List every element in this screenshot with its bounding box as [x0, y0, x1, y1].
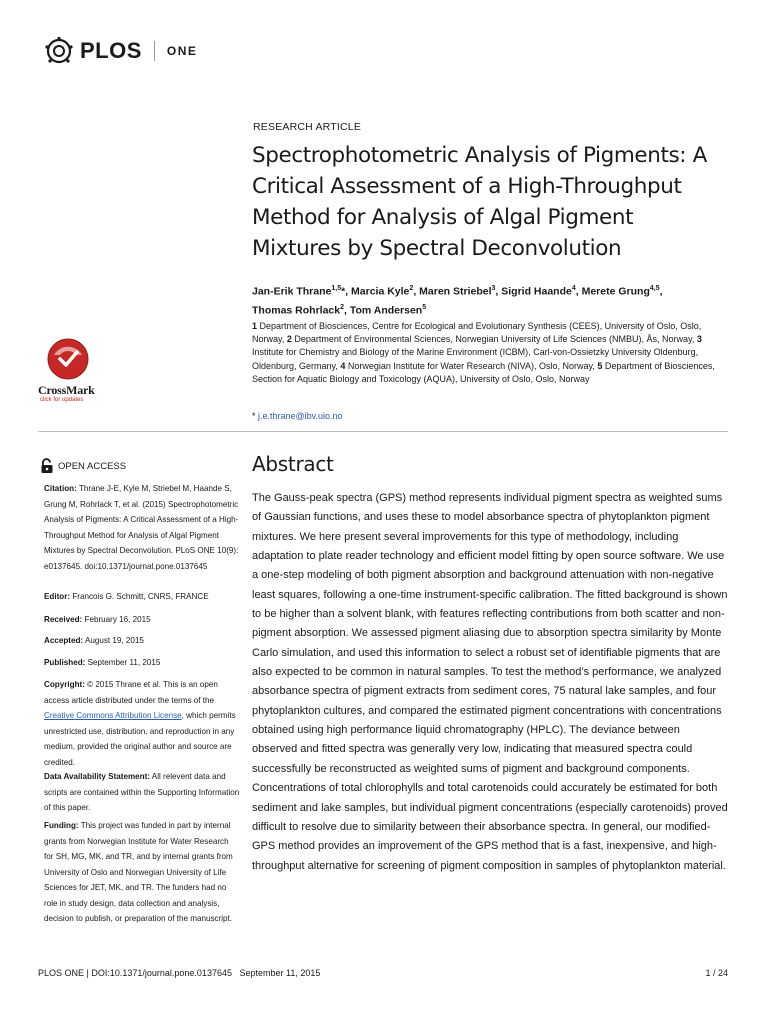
accepted-label: Accepted: — [44, 636, 84, 645]
affiliations — [252, 320, 722, 386]
email-prefix: * — [252, 411, 259, 421]
copyright-text-2: , which permits unrestricted use, distribution, and reproduction in any medium, provided the original author and source are credited. — [44, 711, 236, 767]
funding-text: This project was funded in part by internal grants from Norwegian Institute for Water Research for SH, MG, MK, and TR, and by internal grants from University of Oslo and Norwegian University of Life Sciences for JET, MK, and TR. The funders had no role in study design, data collection and analysis, decision to publish, or preparation of the manuscript. — [44, 821, 233, 923]
affil-text: Department of Environmental Sciences, Norwegian University of Life Sciences (NMBU), Ås, Norway, — [291, 334, 697, 345]
affil-text: Norwegian Institute for Water Research (NIVA), Oslo, Norway, — [345, 360, 598, 371]
header-divider — [38, 431, 728, 432]
data-text: All relevent data and scripts are contained within the Supporting Information of this paper. — [44, 772, 240, 812]
data-availability-block — [44, 769, 240, 816]
author-name[interactable]: , Tom Andersen — [344, 304, 423, 316]
author-name[interactable]: Jan-Erik Thrane — [252, 285, 332, 298]
affil-text: Institute for Chemistry and Biology of the Marine Environment (ICBM), Carl-von-Ossietzky University Oldenburg, Oldenburg, Germany, — [252, 347, 699, 371]
affil-num: 2 — [286, 334, 292, 345]
logo-divider — [154, 41, 155, 61]
crossmark-icon — [46, 337, 90, 381]
author-sep: , — [659, 285, 663, 298]
copyright-label: Copyright: — [44, 680, 85, 689]
author-list — [252, 281, 722, 318]
author-name[interactable]: , Maren Striebel — [413, 285, 492, 298]
data-label: Data Availability Statement: — [44, 772, 150, 781]
author-sup: 1,5 — [331, 285, 342, 292]
footer-citation: PLOS ONE | DOI:10.1371/journal.pone.0137645 September 11, 2015 — [38, 968, 321, 978]
affil-text: Department of Biosciences, Centre for Ecological and Evolutionary Synthesis (CEES), University of Oslo, Oslo, Norway, — [252, 321, 702, 345]
plos-logo-icon — [44, 36, 74, 66]
received-text: February 16, 2015 — [82, 615, 151, 624]
received-block — [44, 612, 240, 628]
logo-text: PLOS — [80, 38, 142, 63]
affil-num: 4 — [340, 360, 346, 371]
funding-block — [44, 818, 240, 927]
published-text: September 11, 2015 — [85, 658, 161, 667]
affil-num: 5 — [597, 360, 603, 371]
page-number: 1 / 24 — [705, 968, 728, 978]
citation-text: Thrane J-E, Kyle M, Striebel M, Haande S, Grung M, Rohrlack T, et al. (2015) Spectrophotometric Analysis of Pigments: A Critical Assessment of a High-Throughput Method for Analysis of Algal Pigment Mixtures by Spectral Deconvolution. PLoS ONE 10(9): e0137645. doi:10.1371/journal.pone.0137645 — [44, 484, 239, 571]
accepted-text: August 19, 2015 — [83, 636, 144, 645]
crossmark-badge[interactable] — [38, 337, 108, 403]
citation-block — [44, 481, 240, 574]
editor-block — [44, 589, 240, 605]
copyright-block — [44, 677, 240, 770]
citation-label: Citation: — [44, 484, 77, 493]
corresponding-email — [252, 411, 343, 421]
plos-logo[interactable] — [44, 36, 197, 66]
funding-label: Funding: — [44, 821, 79, 830]
open-access-badge — [40, 458, 126, 474]
received-label: Received: — [44, 615, 83, 624]
published-label: Published: — [44, 658, 86, 667]
author-sup: 2 — [409, 285, 414, 292]
author-name[interactable]: *, Marcia Kyle — [341, 285, 410, 298]
author-name[interactable]: , Sigrid Haande — [495, 285, 572, 298]
article-type: RESEARCH ARTICLE — [253, 121, 362, 133]
published-block — [44, 655, 240, 671]
author-sup: 2 — [340, 303, 345, 311]
author-sup: 5 — [422, 303, 427, 311]
open-lock-icon — [40, 458, 54, 474]
author-sup: 4,5 — [649, 285, 660, 292]
copyright-text: © 2015 Thrane et al. This is an open access article distributed under the terms of the — [44, 680, 218, 705]
affil-num: 1 — [252, 321, 258, 331]
abstract-body: The Gauss-peak spectra (GPS) method represents individual pigment spectra as weighted sums of Gaussian functions, and uses these to model absorbance spectra of phytoplankton pigment mixtures. We here present several improvements for this type of methodology, including adaptation to plate reader technology and efficient model fitting by open source software. We use a one-step modeling of both pigment absorption and background attenuation with non-negative least squares, following a one-time instrument-specific calibration. The fitted background is shown to be higher than a solvent blank, with features reflecting contributions from both scatter and non-pigment absorption. We assessed pigment aliasing due to absorption spectra similarity by Monte Carlo simulation, and used this information to select a robust set of identifiable pigments that are also expected to be common in natural samples. To test the method’s performance, we analyzed absorbance spectra of pigment extracts from sediment cores, 75 natural lake samples, and four phytoplankton cultures, and compared the estimated pigment concentrations with concentrations obtained using high performance liquid chromatography (HPLC). The deviance between observed and fitted spectra was generally very low, indicating that measured spectra could successfully be reconstructed as weighted sums of pigment and background components. Concentrations of total chlorophylls and total carotenoids could accurately be estimated for both sediment and lake samples, but individual pigment concentrations (especially carotenoids) proved difficult to resolve due to similarity between their absorbance spectra. In general, our modified-GPS method provides an improvement of the GPS method that is a fast, inexpensive, and high-throughput alternative for screening of pigment composition in samples of phytoplankton material. — [252, 492, 728, 872]
logo-sub: ONE — [166, 44, 198, 58]
abstract-heading: Abstract — [252, 452, 334, 476]
affil-text: Department of Biosciences, Section for Aquatic Biology and Toxicology (AQUA), University of Oslo, Oslo, Norway — [252, 360, 715, 384]
accepted-block — [44, 633, 240, 649]
crossmark-sub: click for updates — [40, 397, 84, 403]
author-name[interactable]: Thomas Rohrlack — [252, 304, 341, 316]
article-title: Spectrophotometric Analysis of Pigments: A Critical Assessment of a High-Throughput Method for Analysis of Algal Pigment Mixtures by Spectral Deconvolution — [252, 143, 707, 261]
open-access-label: OPEN ACCESS — [58, 460, 127, 472]
email-link[interactable]: j.e.thrane@ibv.uio.no — [258, 411, 343, 421]
page-footer — [38, 968, 728, 978]
editor-text: Francois G. Schmitt, CNRS, FRANCE — [70, 592, 209, 601]
crossmark-label: CrossMark — [38, 383, 95, 397]
editor-label: Editor: — [44, 592, 71, 601]
author-sup: 4 — [571, 285, 576, 292]
author-name[interactable]: , Merete Grung — [575, 285, 650, 298]
affil-num: 3 — [696, 334, 702, 345]
author-sup: 3 — [491, 285, 496, 292]
license-link[interactable]: Creative Commons Attribution License — [44, 711, 182, 720]
